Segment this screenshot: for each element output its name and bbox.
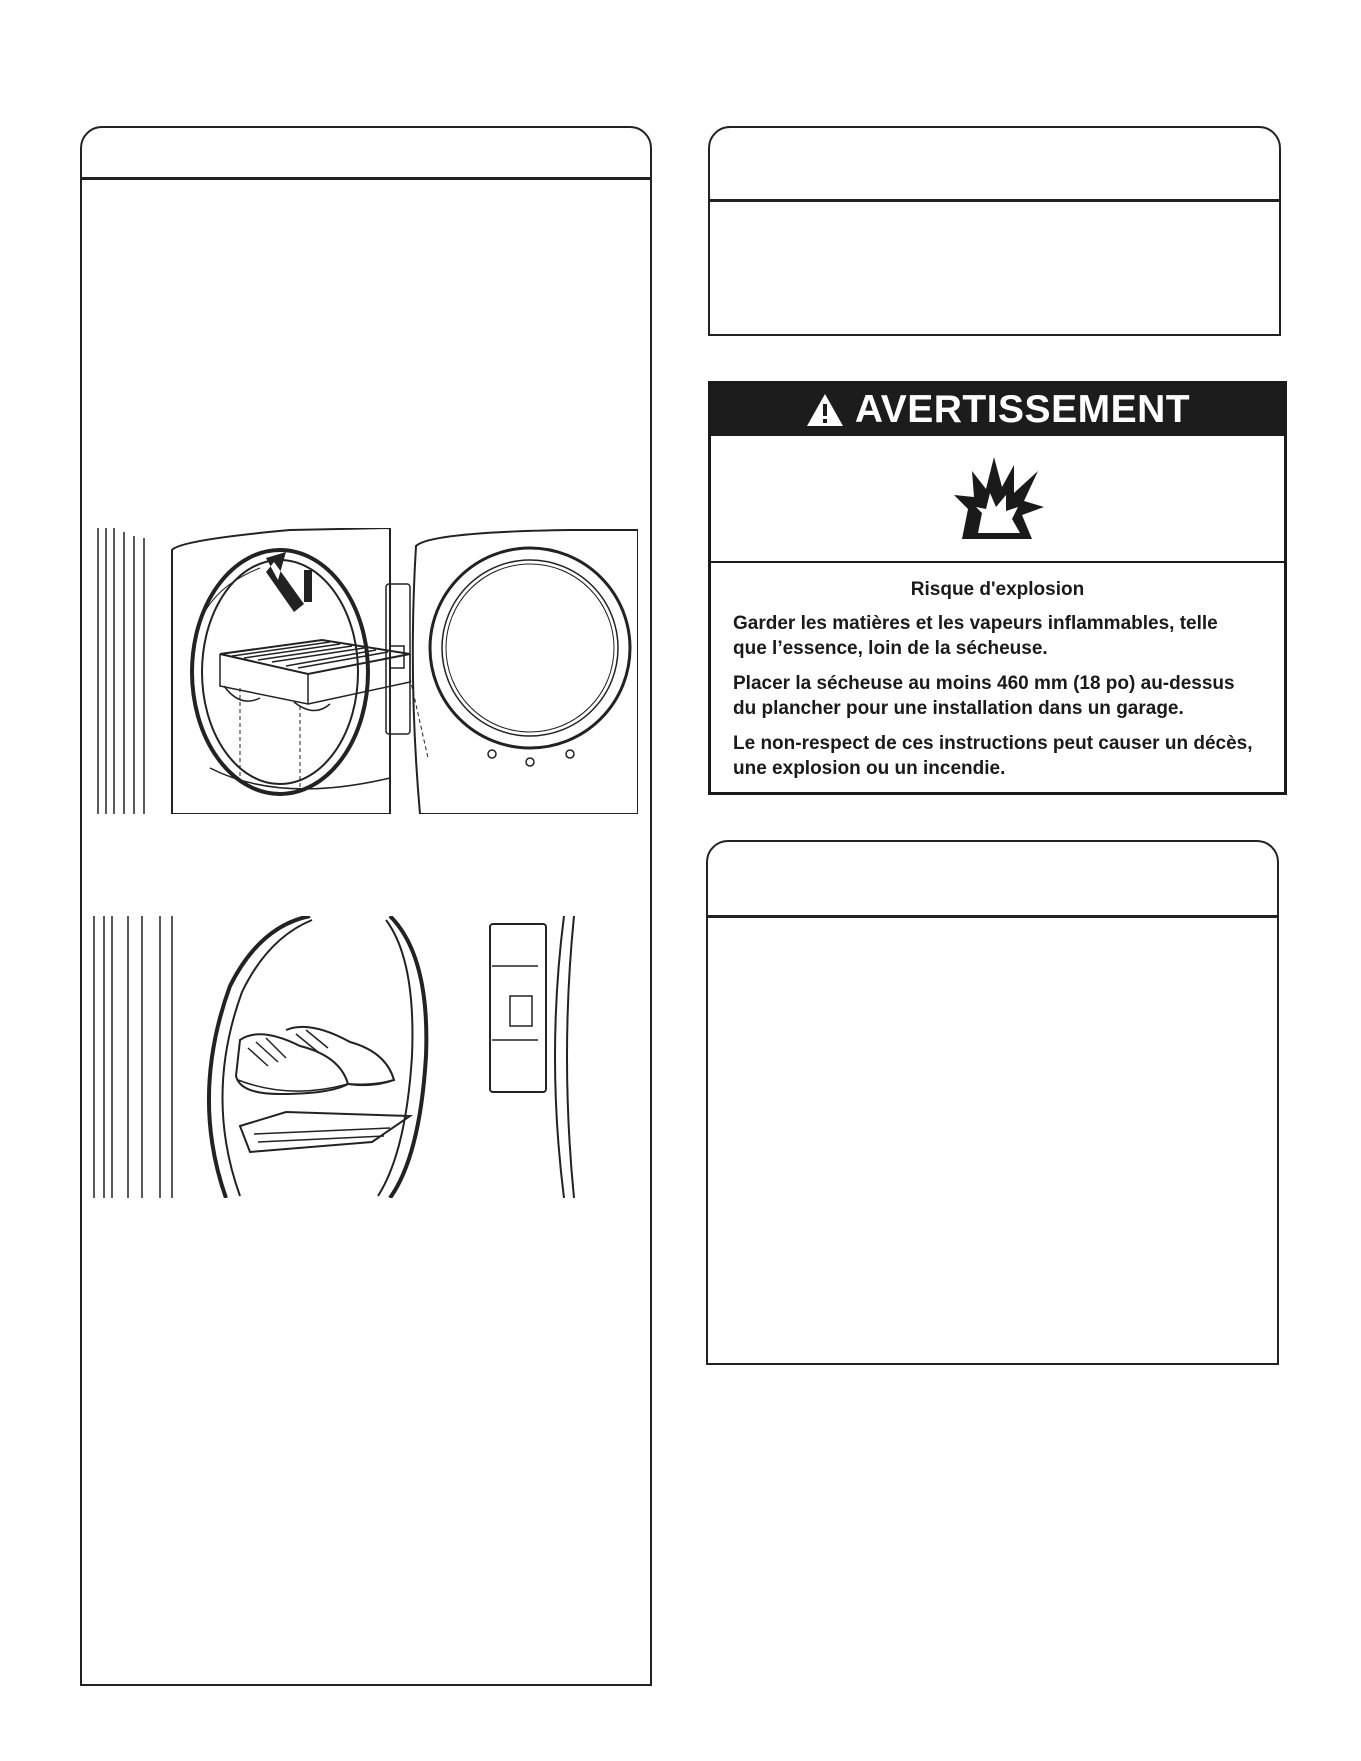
warning-header-label: AVERTISSEMENT xyxy=(854,388,1191,431)
warning-icon-row xyxy=(711,436,1284,563)
warning-body xyxy=(711,563,1284,781)
left-instruction-panel xyxy=(80,126,652,1686)
bottom-right-panel-header xyxy=(708,842,1277,918)
dryer-rack-with-shoes-illustration xyxy=(90,916,638,1198)
warning-risk-title: Risque d'explosion xyxy=(910,579,1085,600)
warning-header xyxy=(711,384,1284,436)
explosion-icon xyxy=(948,449,1048,549)
warning-paragraph: Le non-respect de ces instructions peut causer un décès, une explosion ou un incendie. xyxy=(733,733,1253,779)
warning-triangle-icon xyxy=(805,392,845,428)
bottom-right-panel xyxy=(706,840,1279,1365)
warning-paragraph: Placer la sécheuse au moins 460 mm (18 po) au-dessus du plancher pour une installation dans un garage. xyxy=(733,673,1235,719)
dryer-rack-installation-illustration xyxy=(90,528,638,814)
warning-paragraph: Garder les matières et les vapeurs inflammables, telle que l’essence, loin de la sécheuse. xyxy=(733,613,1218,659)
top-right-panel xyxy=(708,126,1281,336)
left-panel-header xyxy=(82,128,650,180)
top-right-panel-header xyxy=(710,128,1279,202)
warning-box xyxy=(708,381,1287,795)
